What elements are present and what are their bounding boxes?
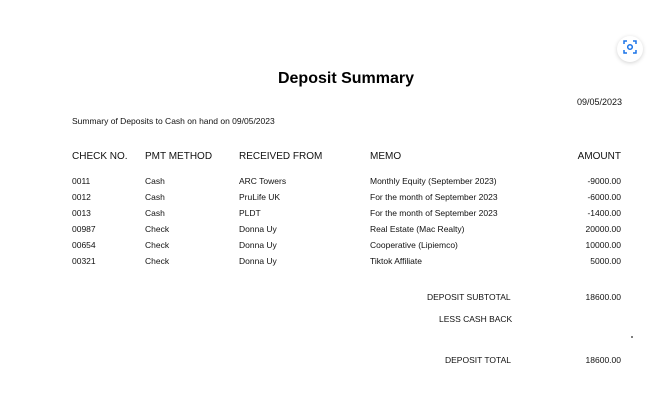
table-cell-amount: 5000.00 <box>590 256 621 266</box>
table-cell-check-no: 0012 <box>72 192 91 202</box>
document-title: Deposit Summary <box>277 70 415 87</box>
table-cell-received-from: PLDT <box>239 208 261 218</box>
table-cell-amount: -6000.00 <box>587 192 621 202</box>
deposit-subtotal-value: 18600.00 <box>585 292 621 302</box>
column-header-received-from: RECEIVED FROM <box>239 151 323 162</box>
table-cell-received-from: ARC Towers <box>239 176 287 186</box>
table-cell-pmt-method: Cash <box>145 192 165 202</box>
table-cell-received-from: Donna Uy <box>239 240 277 250</box>
table-cell-amount: -1400.00 <box>587 208 621 218</box>
table-cell-amount: 20000.00 <box>585 224 621 234</box>
table-cell-pmt-method: Cash <box>145 208 165 218</box>
cash-back-marker <box>631 336 633 338</box>
column-header-check-no: CHECK NO. <box>72 151 128 162</box>
table-cell-memo: Monthly Equity (September 2023) <box>370 176 497 186</box>
table-cell-received-from: Donna Uy <box>239 256 277 266</box>
visual-search-icon <box>623 40 637 59</box>
column-header-amount: AMOUNT <box>577 151 621 162</box>
table-cell-memo: Cooperative (Lipiemco) <box>370 240 458 250</box>
document-date: 09/05/2023 <box>576 97 622 107</box>
table-cell-amount: 10000.00 <box>585 240 621 250</box>
table-cell-pmt-method: Check <box>145 224 170 234</box>
table-cell-check-no: 00321 <box>72 256 96 266</box>
document-subtitle: Summary of Deposits to Cash on hand on 09/05/2023 <box>72 116 275 126</box>
deposit-subtotal-label: DEPOSIT SUBTOTAL <box>427 292 511 302</box>
column-header-memo: MEMO <box>370 151 402 162</box>
table-cell-check-no: 00654 <box>72 240 96 250</box>
table-cell-check-no: 0011 <box>72 176 91 186</box>
table-cell-memo: Tiktok Affiliate <box>370 256 422 266</box>
table-cell-pmt-method: Check <box>145 256 170 266</box>
deposit-total-value: 18600.00 <box>585 355 621 365</box>
table-cell-memo: For the month of September 2023 <box>370 192 498 202</box>
less-cash-back-label: LESS CASH BACK <box>439 314 513 324</box>
table-cell-check-no: 00987 <box>72 224 96 234</box>
table-cell-check-no: 0013 <box>72 208 91 218</box>
table-cell-received-from: PruLife UK <box>239 192 281 202</box>
column-header-pmt-method: PMT METHOD <box>145 151 213 162</box>
table-cell-pmt-method: Cash <box>145 176 165 186</box>
table-cell-received-from: Donna Uy <box>239 224 277 234</box>
table-cell-memo: For the month of September 2023 <box>370 208 498 218</box>
deposit-total-label: DEPOSIT TOTAL <box>445 355 511 365</box>
table-cell-pmt-method: Check <box>145 240 170 250</box>
table-cell-memo: Real Estate (Mac Realty) <box>370 224 465 234</box>
table-cell-amount: -9000.00 <box>587 176 621 186</box>
visual-search-button[interactable] <box>617 36 643 62</box>
